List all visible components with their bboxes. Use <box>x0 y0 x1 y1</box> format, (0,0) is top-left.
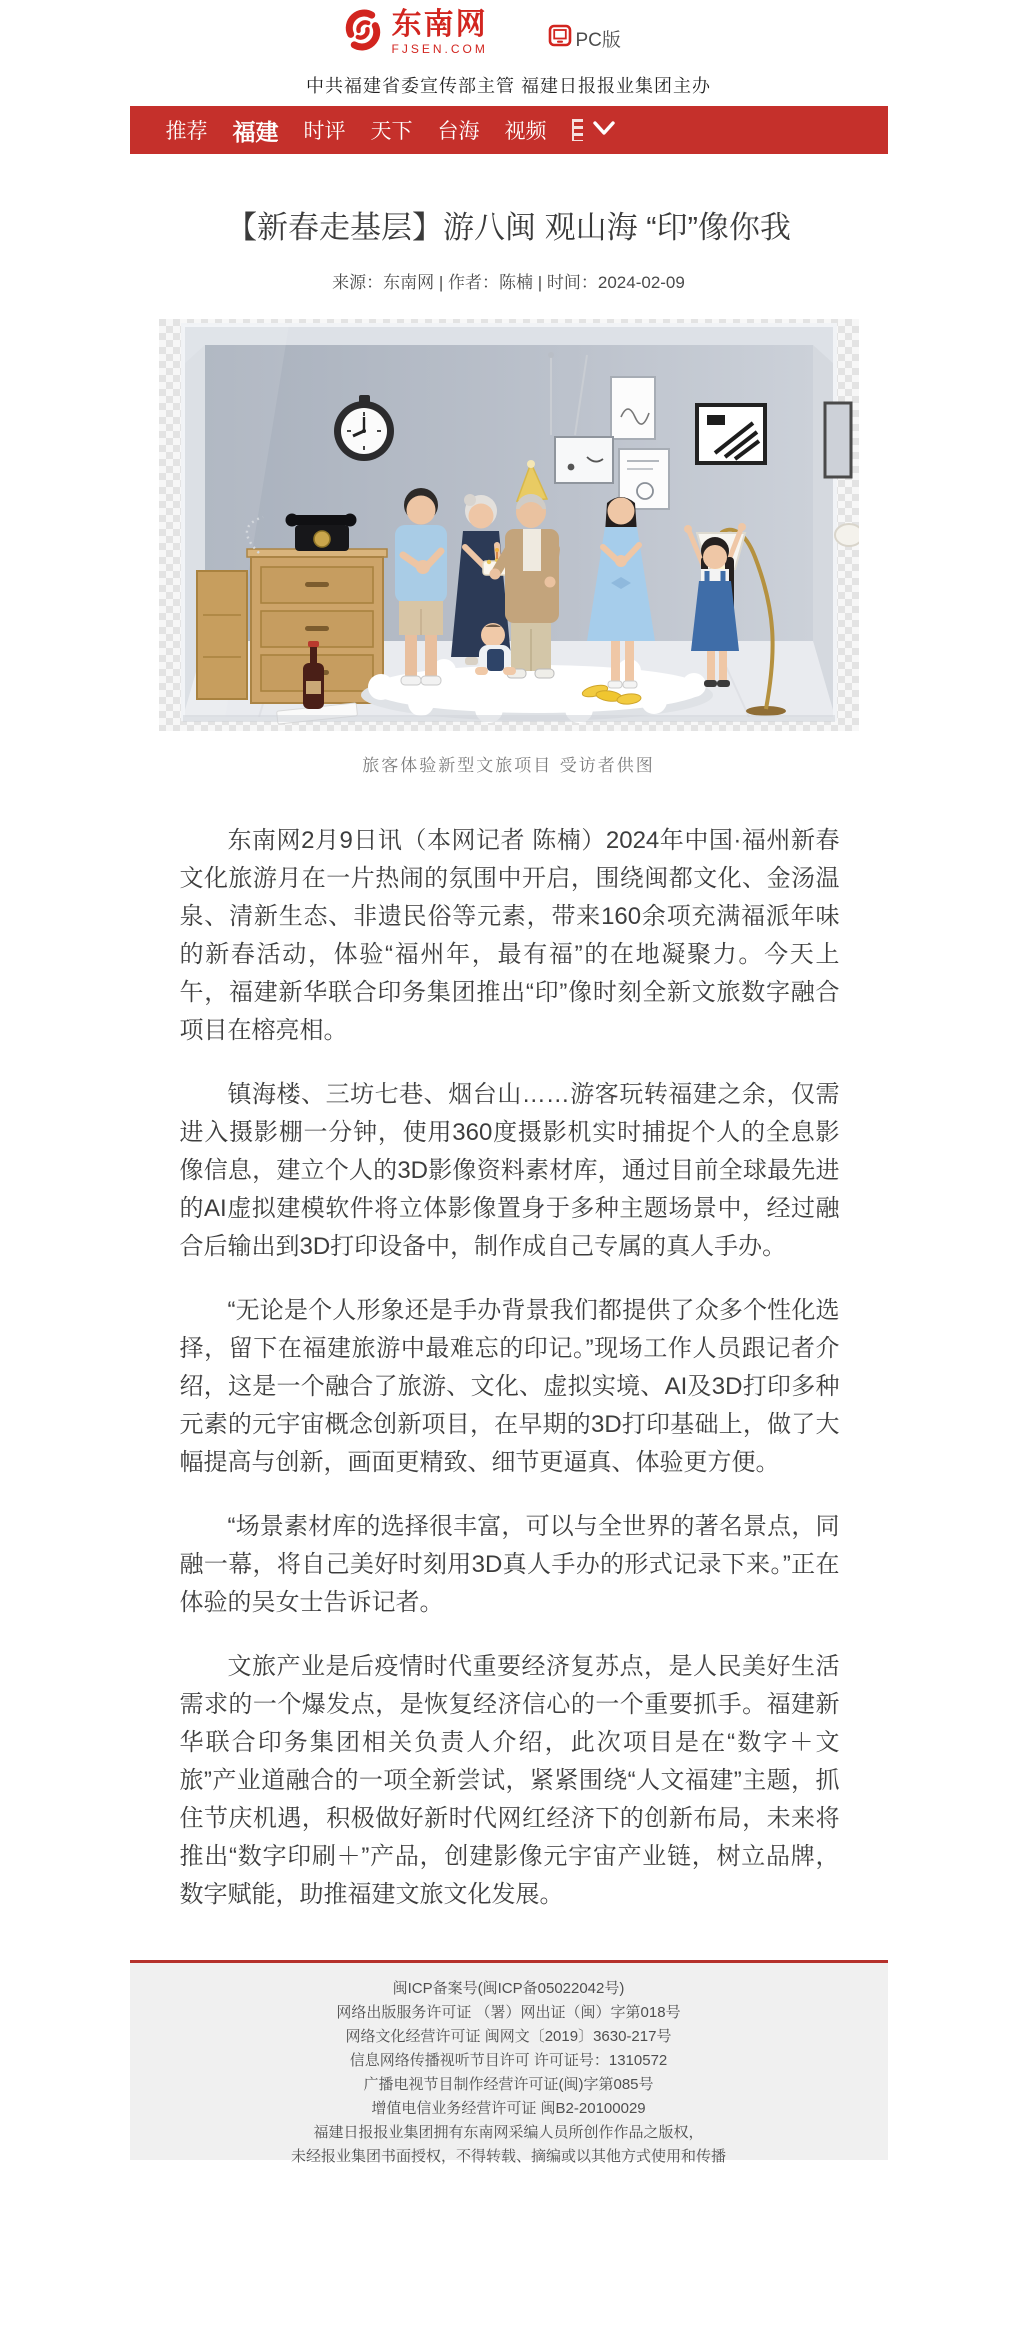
nav-item-recommend[interactable]: 推荐 <box>165 120 208 143</box>
sponsor-line: 中共福建省委宣传部主管 福建日报报业集团主办 <box>306 76 711 96</box>
masthead <box>130 0 888 70</box>
footer-line-icp: 闽ICP备案号(闽ICP备05022042号) <box>392 1980 625 1997</box>
photo-caption: 旅客体验新型文旅项目 受访者供图 <box>362 756 655 776</box>
chevron-down-icon <box>591 119 617 142</box>
wooden-dresser <box>197 549 387 703</box>
article-title: 【新春走基层】游八闽 观山海 “印”像你我 <box>226 210 791 245</box>
nav-item-world[interactable]: 天下 <box>370 120 413 143</box>
paragraph: “无论是个人形象还是手办背景我们都提供了众多个性化选择，留下在福建旅游中最难忘的印记。”现场工作人员跟记者介绍，这是一个融合了旅游、文化、虚拟实境、AI及3D打印多种元素的元宇宙概念创新项目，在早期的3D打印基础上，做了大幅提高与创新，画面更精致、细节更逼真、体验更方便。 <box>179 1297 840 1476</box>
footer-line-av-license: 信息网络传播视听节目许可 许可证号：1310572 <box>349 2052 668 2069</box>
nav-overflow-fragment <box>572 119 583 141</box>
paragraph: “场景素材库的选择很丰富，可以与全世界的著名景点，同融一幕，将自己美好时刻用3D真人手办的形式记录下来。”正在体验的吴女士告诉记者。 <box>179 1513 840 1616</box>
site-logo[interactable] <box>342 8 488 57</box>
nav-more-button[interactable] <box>591 119 617 142</box>
paragraph: 东南网2月9日讯（本网记者 陈楠）2024年中国·福州新春文化旅游月在一片热闹的氛围中开启，围绕闽都文化、金汤温泉、清新生态、非遗民俗等元素，带来160余项充满福派年味的新春活动，体验“福州年，最有福”的在地凝聚力。今天上午，福建新华联合印务集团推出“印”像时刻全新文旅数字融合项目在榕亮相。 <box>179 827 840 1044</box>
article-meta: 来源：东南网 | 作者：陈楠 | 时间：2024-02-09 <box>332 273 685 292</box>
nav-item-commentary[interactable]: 时评 <box>303 120 346 143</box>
paragraph: 镇海楼、三坊七巷、烟台山……游客玩转福建之余，仅需进入摄影棚一分钟，使用360度摄影机实时捕捉个人的全息影像信息，建立个人的3D影像资料素材库，通过目前全球最先进的AI虚拟建模软件将立体影像置身于多种主题场景中，经过融合后输出到3D打印设备中，制作成自己专属的真人手办。 <box>179 1081 840 1260</box>
footer-line-copyright-2: 未经报业集团书面授权，不得转载、摘编或以其他方式使用和传播 <box>290 2148 726 2165</box>
footer-line-copyright-1: 福建日报报业集团拥有东南网采编人员所创作作品之版权， <box>313 2124 704 2141</box>
footer-line-culture-license: 网络文化经营许可证 闽网文〔2019〕3630-217号 <box>345 2028 672 2045</box>
footer-line-broadcast-license: 广播电视节目制作经营许可证(闽)字第085号 <box>363 2076 654 2093</box>
footer-line-telecom-license: 增值电信业务经营许可证 闽B2-20100029 <box>371 2100 646 2117</box>
nav-item-video[interactable]: 视频 <box>504 120 547 143</box>
fjsen-swirl-icon <box>342 8 384 57</box>
site-footer <box>130 1960 888 2165</box>
main-nav <box>130 106 888 154</box>
footer-line-publish-license: 网络出版服务许可证 （署）网出证（闽）字第018号 <box>336 2004 681 2021</box>
pc-version-label: PC版 <box>575 30 621 51</box>
monitor-icon <box>548 24 572 53</box>
article-body <box>130 776 888 1914</box>
display-case-family-figurines-illustration <box>159 319 859 731</box>
nav-item-taiwan-strait[interactable]: 台海 <box>437 120 480 143</box>
pc-version-link[interactable] <box>548 24 621 53</box>
article-photo[interactable] <box>159 319 859 731</box>
logo-text-cn: 东南网 <box>391 8 488 41</box>
nav-item-fujian-active[interactable]: 福建 <box>232 118 279 145</box>
logo-text-en: FJSEN.COM <box>391 42 488 56</box>
paragraph: 文旅产业是后疫情时代重要经济复苏点，是人民美好生活需求的一个爆发点，是恢复经济信心的一个重要抓手。福建新华联合印务集团相关负责人介绍，此次项目是在“数字＋文旅”产业道融合的一项全新尝试，紧紧围绕“人文福建”主题，抓住节庆机遇，积极做好新时代网红经济下的创新布局，未来将推出“数字印刷＋”产品，创建影像元宇宙产业链，树立品牌，数字赋能，助推福建文旅文化发展。 <box>179 1653 840 1908</box>
